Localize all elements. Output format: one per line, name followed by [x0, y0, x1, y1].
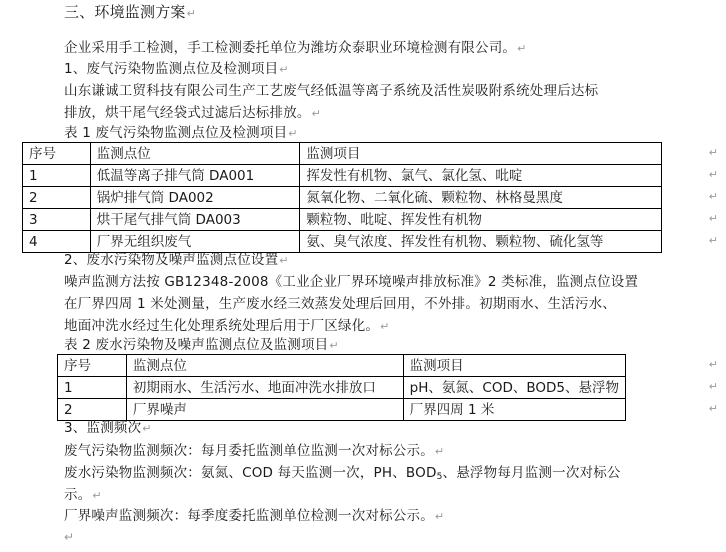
- paragraph-mark: ↵: [64, 530, 75, 544]
- row-end-mark: ↵: [708, 234, 718, 247]
- frequency-water-line2-text: 示。: [64, 487, 92, 503]
- section-title-text: 三、环境监测方案: [64, 3, 186, 21]
- section-title: [64, 2, 196, 24]
- subsection-2-paragraph-line1: 噪声监测方法按 GB12348-2008《工业企业厂界环境噪声排放标准》2 类标准，监测点位设置: [64, 274, 639, 290]
- table-cell: 4: [23, 231, 91, 253]
- table-1-caption-text: 表 1 废气污染物监测点位及检测项目: [64, 125, 288, 141]
- subsection-3-title-text: 3、监测频次: [64, 420, 142, 436]
- table-row: [58, 377, 626, 399]
- frequency-water-text-b: 、悬浮物每月监测一次对标公: [442, 465, 621, 481]
- frequency-gas-text: 废气污染物监测频次：每月委托监测单位监测一次对标公示。: [64, 443, 434, 459]
- paragraph-mark: ↵: [142, 422, 152, 435]
- subsection-2-paragraph-line3-text: 地面冲洗水经过生化处理系统处理后用于厂区绿化。: [64, 318, 380, 334]
- intro-text: 企业采用手工检测，手工检测委托单位为潍坊众泰职业环境检测有限公司。: [64, 40, 517, 56]
- table-row: [23, 165, 662, 187]
- row-end-mark: ↵: [708, 380, 718, 393]
- subsection-1-paragraph-line1: 山东谦诚工贸科技有限公司生产工艺废气经低温等离子系统及活性炭吸附系统处理后达标: [64, 83, 599, 99]
- row-end-mark: ↵: [708, 212, 718, 225]
- row-end-mark: ↵: [708, 402, 718, 415]
- subsection-3-title: [64, 418, 152, 439]
- intro-paragraph: [64, 38, 527, 59]
- subsection-1-title: [64, 59, 289, 80]
- table-cell: 初期雨水、生活污水、地面冲洗水排放口: [126, 377, 403, 399]
- paragraph-mark: ↵: [380, 320, 390, 333]
- table-cell: 厂界无组织废气: [90, 231, 300, 253]
- table-1-caption: [64, 123, 298, 144]
- table-cell: 2: [58, 399, 127, 421]
- table-2-header-cell: 监测点位: [126, 355, 403, 377]
- paragraph-mark: ↵: [517, 42, 527, 55]
- row-end-mark: ↵: [708, 190, 718, 203]
- table-1: [22, 142, 662, 253]
- frequency-water-subscript: 5: [436, 472, 443, 482]
- frequency-water-line2: [64, 485, 102, 506]
- paragraph-mark: ↵: [279, 63, 289, 76]
- paragraph-mark: ↵: [279, 254, 289, 267]
- row-end-mark: ↵: [708, 168, 718, 181]
- table-cell: pH、氨氮、COD、BOD5、悬浮物: [403, 377, 625, 399]
- frequency-water-line1: [64, 463, 621, 487]
- table-cell: 厂界噪声: [126, 399, 403, 421]
- subsection-2-title-text: 2、废水污染物及噪声监测点位设置: [64, 252, 279, 268]
- table-cell: 3: [23, 209, 91, 231]
- paragraph-mark: ↵: [329, 339, 339, 352]
- table-cell: 1: [58, 377, 127, 399]
- subsection-1-paragraph-line2: [64, 103, 321, 124]
- table-row: [23, 209, 662, 231]
- table-2-caption: [64, 335, 339, 356]
- table-2-header-cell: 监测项目: [403, 355, 625, 377]
- table-1-header-cell: 监测项目: [300, 143, 662, 165]
- subsection-1-title-text: 1、废气污染物监测点位及检测项目: [64, 61, 279, 77]
- subsection-2-paragraph-line3: [64, 316, 390, 337]
- table-cell: 1: [23, 165, 91, 187]
- table-1-header-cell: 序号: [23, 143, 91, 165]
- table-cell: 2: [23, 187, 91, 209]
- subsection-2-title: [64, 250, 289, 271]
- paragraph-mark: ↵: [434, 445, 445, 458]
- row-end-mark: ↵: [708, 358, 718, 371]
- table-2-caption-text: 表 2 废水污染物及噪声监测点位及监测项目: [64, 337, 329, 353]
- subsection-1-paragraph-line2-text: 排放，烘干尾气经袋式过滤后达标排放。: [64, 105, 311, 121]
- subsection-2-paragraph-line2: 在厂界四周 1 米处测量，生产废水经三效蒸发处理后回用，不外排。初期雨水、生活污水、: [64, 296, 617, 312]
- table-1-header-row: [23, 143, 662, 165]
- table-cell: 锅炉排气筒 DA002: [90, 187, 300, 209]
- paragraph-mark: ↵: [92, 489, 102, 502]
- table-cell: 厂界四周 1 米: [403, 399, 625, 421]
- table-2-header-cell: 序号: [58, 355, 127, 377]
- table-cell: 颗粒物、吡啶、挥发性有机物: [300, 209, 662, 231]
- frequency-noise: [64, 506, 444, 527]
- table-cell: 低温等离子排气筒 DA001: [90, 165, 300, 187]
- table-cell: 氮氧化物、二氧化硫、颗粒物、林格曼黑度: [300, 187, 662, 209]
- table-cell: 氨、臭气浓度、挥发性有机物、颗粒物、硫化氢等: [300, 231, 662, 253]
- table-2-header-row: [58, 355, 626, 377]
- frequency-gas: [64, 441, 444, 462]
- frequency-noise-text: 厂界噪声监测频次：每季度委托监测单位检测一次对标公示。: [64, 508, 434, 524]
- row-end-mark: ↵: [708, 146, 718, 159]
- table-1-header-cell: 监测点位: [90, 143, 300, 165]
- table-cell: 挥发性有机物、氯气、氯化氢、吡啶: [300, 165, 662, 187]
- paragraph-mark: ↵: [186, 7, 197, 20]
- table-cell: 烘干尾气排气筒 DA003: [90, 209, 300, 231]
- paragraph-mark: ↵: [434, 510, 445, 523]
- table-2: [57, 354, 626, 421]
- table-row: [23, 187, 662, 209]
- frequency-water-text-a: 废水污染物监测频次：氨氮、COD 每天监测一次，PH、BOD: [64, 465, 437, 481]
- paragraph-mark: ↵: [288, 127, 298, 140]
- paragraph-mark: ↵: [311, 107, 322, 120]
